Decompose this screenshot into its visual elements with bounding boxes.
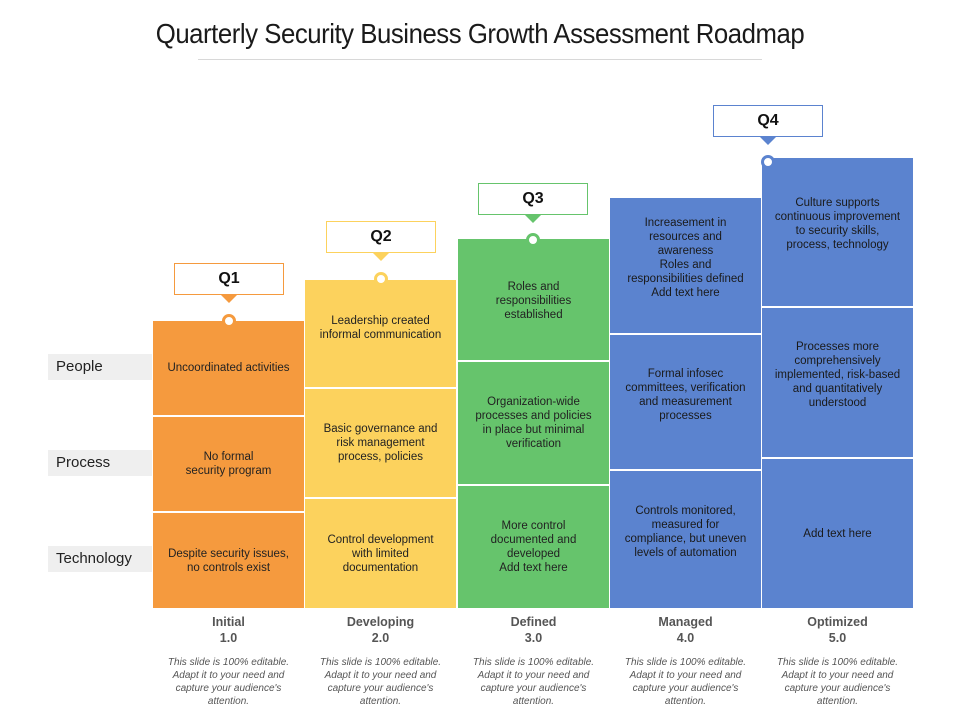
note-developing: This slide is 100% editable. Adapt it to your need and capture your audience's attention. bbox=[319, 657, 442, 707]
cell-initial-technology: Despite security issues, no controls exist bbox=[168, 547, 289, 574]
stage-defined bbox=[458, 614, 609, 646]
q2-callout: Q2 bbox=[326, 221, 436, 253]
stage-name: Defined bbox=[510, 615, 557, 629]
cell-optimized-people: Culture supports continuous improvement to security skills, process, technology bbox=[774, 197, 901, 251]
column-optimized bbox=[762, 158, 913, 608]
stage-level: 5.0 bbox=[828, 631, 847, 645]
q3-marker bbox=[526, 233, 540, 247]
stage-name: Managed bbox=[658, 615, 713, 629]
cell-optimized-technology: Add text here bbox=[803, 527, 872, 540]
cell-initial-people: Uncoordinated activities bbox=[167, 362, 290, 374]
column-developing bbox=[305, 280, 456, 608]
stage-level: 4.0 bbox=[676, 631, 695, 645]
q1-callout: Q1 bbox=[174, 263, 284, 295]
cell-developing-people: Leadership created informal communication bbox=[319, 315, 442, 341]
q1-callout-pointer bbox=[220, 294, 238, 303]
stage-name: Optimized bbox=[807, 615, 868, 629]
cell-managed-people: Increasement in resources and awareness Roles and responsibilities defined Add text here bbox=[627, 217, 744, 299]
stage-optimized bbox=[762, 614, 913, 646]
stage-level: 3.0 bbox=[524, 631, 543, 645]
q3-callout-pointer bbox=[524, 214, 542, 223]
stage-level: 2.0 bbox=[371, 631, 390, 645]
q4-callout-pointer bbox=[759, 136, 777, 145]
stage-name: Developing bbox=[346, 615, 415, 629]
note-optimized: This slide is 100% editable. Adapt it to your need and capture your audience's attention. bbox=[776, 657, 899, 707]
row-label-people: People bbox=[48, 354, 152, 380]
note-initial: This slide is 100% editable. Adapt it to your need and capture your audience's attention. bbox=[167, 657, 290, 707]
stage-managed bbox=[610, 614, 761, 646]
cell-optimized-process: Processes more comprehensively implemented, risk-based and quantitatively understood bbox=[774, 341, 901, 409]
cell-managed-technology: Controls monitored, measured for compliance, but uneven levels of automation bbox=[624, 505, 747, 559]
cell-developing-technology: Control development with limited documentation bbox=[327, 533, 434, 574]
column-managed bbox=[610, 198, 761, 608]
q3-callout: Q3 bbox=[478, 183, 588, 215]
column-defined bbox=[458, 239, 609, 608]
title-divider bbox=[198, 59, 762, 60]
q1-marker bbox=[222, 314, 236, 328]
stage-developing bbox=[305, 614, 456, 646]
cell-defined-technology: More control documented and developed Add text here bbox=[490, 520, 577, 574]
row-label-technology: Technology bbox=[48, 546, 152, 572]
cell-initial-process: No formal security program bbox=[185, 451, 272, 477]
q4-callout: Q4 bbox=[713, 105, 823, 137]
page-title: Quarterly Security Business Growth Assessment Roadmap bbox=[155, 18, 805, 49]
stage-level: 1.0 bbox=[219, 631, 238, 645]
note-defined: This slide is 100% editable. Adapt it to your need and capture your audience's attention. bbox=[472, 657, 595, 707]
q4-marker bbox=[761, 155, 775, 169]
column-initial bbox=[153, 321, 304, 608]
stage-name: Initial bbox=[212, 615, 245, 629]
q2-callout-pointer bbox=[372, 252, 390, 261]
row-label-process: Process bbox=[48, 450, 152, 476]
q2-marker bbox=[374, 272, 388, 286]
stage-initial bbox=[153, 614, 304, 646]
cell-managed-process: Formal infosec committees, verification and measurement processes bbox=[625, 368, 746, 422]
cell-defined-people: Roles and responsibilities established bbox=[495, 281, 572, 321]
cell-defined-process: Organization-wide processes and policies in place but minimal verification bbox=[475, 396, 592, 450]
note-managed: This slide is 100% editable. Adapt it to your need and capture your audience's attention. bbox=[624, 657, 747, 707]
cell-developing-process: Basic governance and risk management process, policies bbox=[323, 423, 438, 463]
